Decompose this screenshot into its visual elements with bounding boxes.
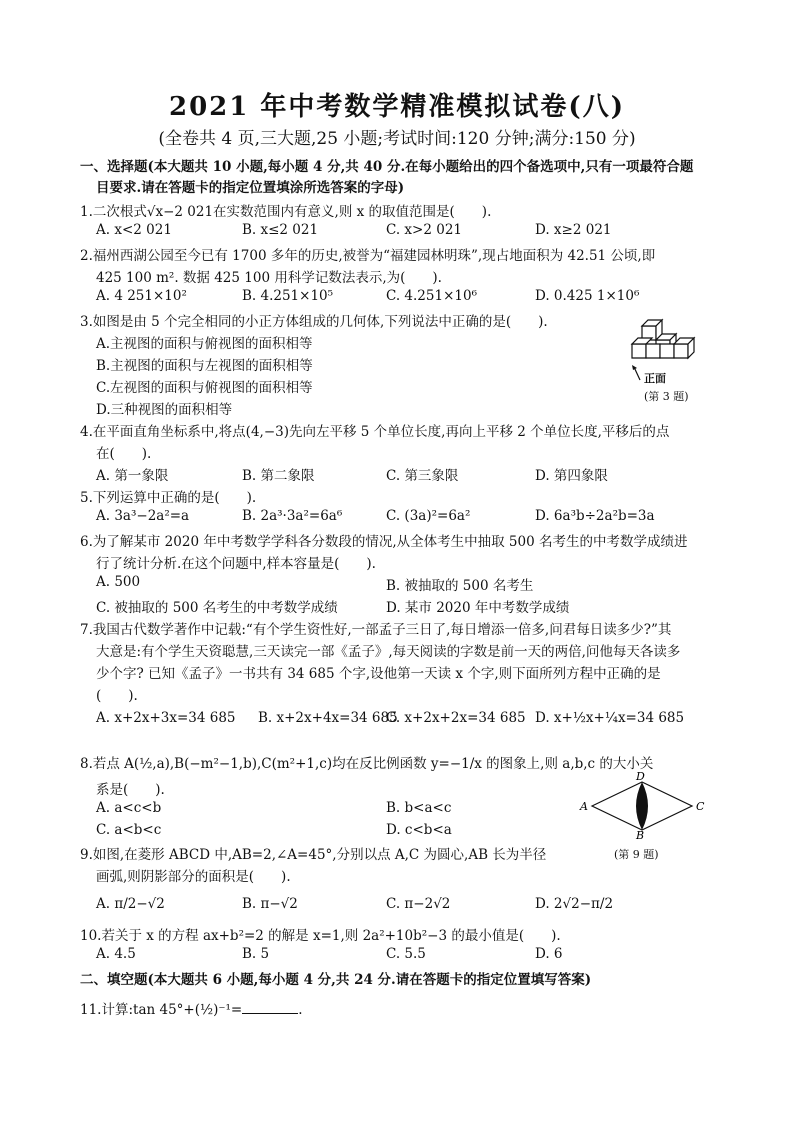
q9-point-c: C — [696, 800, 705, 813]
q2-option-a: A. 4 251×10² — [96, 288, 187, 304]
q7-line3: 少个字? 已知《孟子》一书共有 34 685 个字,设他第一天读 x 个字,则下面所列方程中正确的是 — [96, 666, 661, 682]
q2-option-b: B. 4.251×10⁵ — [242, 288, 334, 304]
q7-option-a: A. x+2x+3x=34 685 — [96, 710, 236, 726]
q9-rhombus-figure — [572, 772, 712, 840]
q8-option-a: A. a<c<b — [96, 800, 162, 816]
q7-line4: ( ). — [96, 688, 138, 704]
q2-line1: 2.福州西湖公园至今已有 1700 多年的历史,被誉为“福建园林明珠”,现占地面积为 42.51 公顷,即 — [80, 248, 656, 264]
q7-option-d: D. x+½x+¼x=34 685 — [535, 710, 685, 726]
q3-figure-caption: (第 3 题) — [644, 390, 689, 403]
section1-heading-line1: 一、选择题(本大题共 10 小题,每小题 4 分,共 40 分.在每小题给出的四个备选项中,只有一项最符合题 — [80, 159, 694, 175]
q6-option-b: B. 被抽取的 500 名考生 — [386, 578, 534, 594]
q5-stem: 5.下列运算中正确的是( ). — [80, 490, 257, 506]
q6-option-a: A. 500 — [96, 574, 141, 590]
section2-heading: 二、填空题(本大题共 6 小题,每小题 4 分,共 24 分.请在答题卡的指定位置填写答案) — [80, 972, 592, 988]
q2-option-d: D. 0.425 1×10⁶ — [535, 288, 640, 304]
q8-option-c: C. a<b<c — [96, 822, 162, 838]
q10-option-c: C. 5.5 — [386, 946, 426, 962]
q1-option-a: A. x<2 021 — [96, 222, 172, 238]
q3-option-d: D.三种视图的面积相等 — [96, 402, 233, 418]
q7-line2: 大意是:有个学生天资聪慧,三天读完一部《孟子》,每天阅读的字数是前一天的两倍,问他每天各读多 — [96, 644, 681, 660]
q9-option-d: D. 2√2−π/2 — [535, 896, 614, 912]
q10-option-d: D. 6 — [535, 946, 563, 962]
q1-option-b: B. x≤2 021 — [242, 222, 319, 238]
q9-point-a: A — [580, 800, 588, 813]
q4-option-b: B. 第二象限 — [242, 468, 315, 484]
q8-option-b: B. b<a<c — [386, 800, 452, 816]
q6-line2: 行了统计分析.在这个问题中,样本容量是( ). — [96, 556, 376, 572]
q5-option-d: D. 6a³b÷2a²b=3a — [535, 508, 655, 524]
q9-option-a: A. π/2−√2 — [96, 896, 165, 912]
q5-option-c: C. (3a)²=6a² — [386, 508, 471, 524]
q4-line1: 4.在平面直角坐标系中,将点(4,−3)先向左平移 5 个单位长度,再向上平移 2 个单位长度,平移后的点 — [80, 424, 670, 440]
q3-option-b: B.主视图的面积与左视图的面积相等 — [96, 358, 313, 374]
q11-stem: 11.计算:tan 45°+(½)⁻¹= — [80, 1002, 243, 1018]
q3-option-a: A.主视图的面积与俯视图的面积相等 — [96, 336, 313, 352]
q9-option-b: B. π−√2 — [242, 896, 298, 912]
q9-point-b: B — [636, 829, 645, 840]
q9-line1: 9.如图,在菱形 ABCD 中,AB=2,∠A=45°,分别以点 A,C 为圆心,AB 长为半径 — [80, 847, 547, 863]
q2-option-c: C. 4.251×10⁶ — [386, 288, 477, 304]
q3-figure-label: 正面 — [644, 372, 666, 385]
q7-option-b: B. x+2x+4x=34 685 — [258, 710, 398, 726]
q6-option-c: C. 被抽取的 500 名考生的中考数学成绩 — [96, 600, 338, 616]
q8-option-d: D. c<b<a — [386, 822, 452, 838]
exam-title: 2021 年中考数学精准模拟试卷(八) — [168, 92, 626, 122]
q9-line2: 画弧,则阴影部分的面积是( ). — [96, 869, 291, 885]
q11-end: . — [298, 1002, 303, 1018]
q4-line2: 在( ). — [96, 446, 152, 462]
q4-option-c: C. 第三象限 — [386, 468, 459, 484]
q10-option-b: B. 5 — [242, 946, 270, 962]
q1-option-c: C. x>2 021 — [386, 222, 463, 238]
q10-stem: 10.若关于 x 的方程 ax+b²=2 的解是 x=1,则 2a²+10b²−3 的最小值是( ). — [80, 928, 561, 944]
q11-answer-blank[interactable] — [242, 1001, 298, 1014]
q4-option-a: A. 第一象限 — [96, 468, 169, 484]
q4-option-d: D. 第四象限 — [535, 468, 608, 484]
q5-option-a: A. 3a³−2a²=a — [96, 508, 190, 524]
q8-line1: 8.若点 A(½,a),B(−m²−1,b),C(m²+1,c)均在反比例函数 y=−1/x 的图象上,则 a,b,c 的大小关 — [80, 756, 654, 772]
q6-option-d: D. 某市 2020 年中考数学成绩 — [386, 600, 570, 616]
q8-line2: 系是( ). — [96, 782, 165, 798]
q3-option-c: C.左视图的面积与俯视图的面积相等 — [96, 380, 313, 396]
q1-stem: 1.二次根式√x−2 021在实数范围内有意义,则 x 的取值范围是( ). — [80, 204, 492, 220]
exam-subtitle: (全卷共 4 页,三大题,25 小题;考试时间:120 分钟;满分:150 分) — [158, 129, 636, 149]
q7-line1: 7.我国古代数学著作中记载:“有个学生资性好,一部孟子三日了,每日增添一倍多,问君每日读多少?”其 — [80, 622, 672, 638]
q10-option-a: A. 4.5 — [96, 946, 136, 962]
section1-heading-line2: 目要求.请在答题卡的指定位置填涂所选答案的字母) — [96, 180, 405, 196]
q9-option-c: C. π−2√2 — [386, 896, 451, 912]
q11-line — [80, 998, 302, 1018]
q1-option-d: D. x≥2 021 — [535, 222, 612, 238]
q2-line2: 425 100 m². 数据 425 100 用科学记数法表示,为( ). — [96, 270, 442, 286]
q7-option-c: C. x+2x+2x=34 685 — [386, 710, 526, 726]
q9-figure-caption: (第 9 题) — [614, 848, 659, 861]
q3-stem: 3.如图是由 5 个完全相同的小正方体组成的几何体,下列说法中正确的是( ). — [80, 314, 548, 330]
front-arrow-icon — [630, 364, 644, 382]
q5-option-b: B. 2a³·3a²=6a⁶ — [242, 508, 343, 524]
q9-point-d: D — [636, 772, 645, 783]
q6-line1: 6.为了解某市 2020 年中考数学学科各分数段的情况,从全体考生中抽取 500 名考生的中考数学成绩进 — [80, 534, 688, 550]
